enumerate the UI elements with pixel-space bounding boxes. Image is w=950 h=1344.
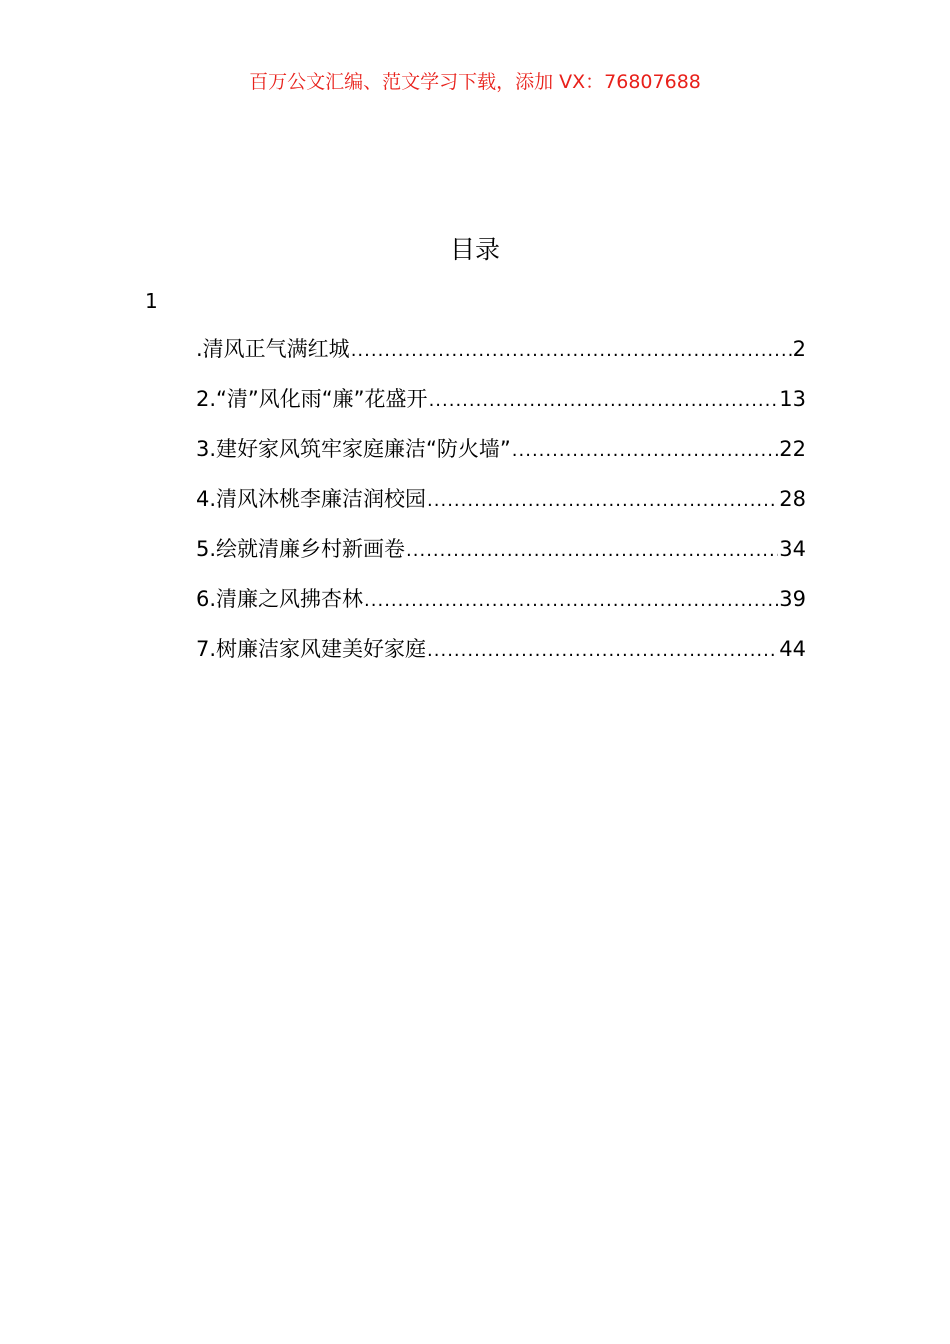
dot-leader: [364, 586, 778, 616]
toc-entry-title: .清风正气满红城: [196, 337, 350, 361]
page-title: 目录: [449, 235, 500, 264]
toc-entry-page: 13: [779, 387, 806, 411]
dot-leader: [427, 636, 778, 666]
toc-entry-title: 5.绘就清廉乡村新画卷: [196, 537, 406, 561]
toc-entry-page: 39: [779, 587, 806, 611]
toc-entry-1[interactable]: [196, 334, 806, 384]
dot-leader: [427, 486, 778, 516]
dot-leader: [512, 436, 778, 466]
toc-entry-page: 44: [779, 637, 806, 661]
dot-leader: [406, 536, 778, 566]
dot-leader: [429, 386, 779, 416]
toc-entry-page: 28: [779, 487, 806, 511]
toc-entry-title: 6.清廉之风拂杏林: [196, 587, 364, 611]
toc-entry-5[interactable]: [196, 534, 806, 584]
toc-entry-title: 7.树廉洁家风建美好家庭: [196, 637, 427, 661]
header-watermark-text: 百万公文汇编、范文学习下载，添加 VX：76807688: [249, 71, 701, 93]
toc-entry-2[interactable]: [196, 384, 806, 434]
toc-entry-6[interactable]: [196, 584, 806, 634]
toc-entry-3[interactable]: [196, 434, 806, 484]
toc-entry-page: 2: [792, 337, 806, 361]
toc-entry-title: 2.“清”风化雨“廉”花盛开: [196, 387, 428, 411]
toc-entry-page: 22: [779, 437, 806, 461]
dot-leader: [351, 336, 792, 366]
table-of-contents: [196, 334, 806, 684]
toc-entry-title: 4.清风沐桃李廉洁润校园: [196, 487, 427, 511]
toc-entry-page: 34: [779, 537, 806, 561]
toc-entry-title: 3.建好家风筑牢家庭廉洁“防火墙”: [196, 437, 511, 461]
toc-entry-7[interactable]: [196, 634, 806, 684]
toc-entry-4[interactable]: [196, 484, 806, 534]
section-number: 1: [145, 289, 158, 313]
